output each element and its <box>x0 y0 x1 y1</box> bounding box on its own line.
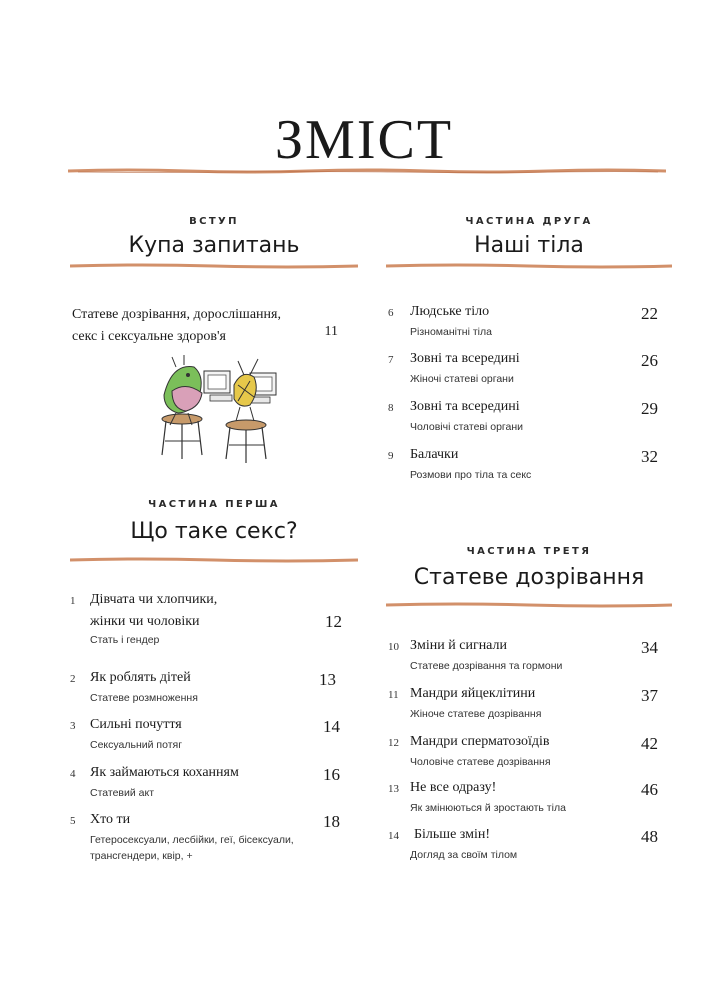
entry-title: Людське тіло <box>410 304 490 319</box>
entry-page: 46 <box>641 780 658 799</box>
entry-number: 2 <box>70 673 76 685</box>
toc-entry[interactable] <box>388 638 658 676</box>
entry-page: 29 <box>641 399 658 418</box>
toc-entry[interactable] <box>388 399 658 437</box>
entry-subtitle: Догляд за своїм тілом <box>410 849 518 861</box>
entry-subtitle: Статеве розмноження <box>90 692 198 704</box>
intro-title: Купа запитань <box>128 233 300 258</box>
title-divider <box>68 168 666 174</box>
entry-title: Сильні почуття <box>90 717 182 732</box>
entry-subtitle: Сексуальний потяг <box>90 739 183 751</box>
entry-subtitle: Статеве дозрівання та гормони <box>410 660 563 672</box>
entry-subtitle: Гетеросексуали, лесбійки, геї, бісексуали, <box>90 834 294 846</box>
toc-entry[interactable] <box>388 780 658 818</box>
entry-title: Зміни й сигнали <box>410 638 507 653</box>
part2-label: ЧАСТИНА ДРУГА <box>465 216 593 227</box>
intro-label: ВСТУП <box>189 216 239 227</box>
toc-entry[interactable] <box>388 351 658 389</box>
entry-number: 12 <box>388 737 399 749</box>
entry-title: Більше змін! <box>414 827 491 842</box>
entry-title-line2: жінки чи чоловіки <box>90 614 200 629</box>
entry-page: 37 <box>641 686 658 705</box>
intro-line-2: секс і сексуальне здоров'я <box>72 329 226 344</box>
toc-entry[interactable] <box>388 686 658 724</box>
entry-title: Мандри сперматозоїдів <box>410 734 550 749</box>
entry-number: 8 <box>388 402 394 414</box>
toc-entry[interactable] <box>388 447 658 485</box>
entry-number: 3 <box>70 720 76 732</box>
entry-page: 34 <box>641 638 658 657</box>
entry-page: 12 <box>325 612 342 631</box>
toc-entry[interactable] <box>70 592 342 646</box>
entry-subtitle: Жіночі статеві органи <box>410 373 514 385</box>
entry-title: Балачки <box>410 447 459 462</box>
toc-entry[interactable] <box>388 304 658 342</box>
entry-number: 11 <box>388 689 399 701</box>
entry-page: 16 <box>323 765 340 784</box>
part2-title: Наші тіла <box>474 233 584 258</box>
entry-number: 7 <box>388 354 394 366</box>
entry-number: 1 <box>70 595 76 607</box>
toc-entry[interactable] <box>70 765 342 803</box>
two-creatures-at-computers-illustration <box>150 355 300 465</box>
entry-number: 14 <box>388 830 399 842</box>
entry-title: Не все одразу! <box>410 780 497 795</box>
entry-page: 42 <box>641 734 658 753</box>
intro-divider <box>70 263 358 269</box>
entry-subtitle: Статевий акт <box>90 787 154 799</box>
entry-page: 26 <box>641 351 658 370</box>
entry-subtitle: Різноманітні тіла <box>410 326 492 338</box>
entry-subtitle: Жіноче статеве дозрівання <box>410 708 542 720</box>
entry-title: Зовні та всередині <box>410 399 520 414</box>
intro-page-number: 11 <box>324 324 338 339</box>
toc-entry[interactable] <box>70 812 342 866</box>
part3-divider <box>386 602 672 608</box>
entry-page: 14 <box>323 717 340 736</box>
entry-page: 22 <box>641 304 658 323</box>
entry-number: 13 <box>388 783 399 795</box>
entry-title: Хто ти <box>90 812 131 827</box>
entry-title: Як займаються коханням <box>90 765 239 780</box>
entry-subtitle-line2: трансгендери, квір, + <box>90 850 193 862</box>
part1-label: ЧАСТИНА ПЕРША <box>148 499 280 510</box>
entry-title: Як роблять дітей <box>90 670 191 685</box>
part3-title: Статеве дозрівання <box>413 565 645 590</box>
toc-entry[interactable] <box>70 670 342 708</box>
part1-divider <box>70 557 358 563</box>
entry-page: 13 <box>319 670 336 689</box>
entry-page: 18 <box>323 812 340 831</box>
part3-label: ЧАСТИНА ТРЕТЯ <box>466 546 592 557</box>
entry-title: Дівчата чи хлопчики, <box>90 592 218 607</box>
entry-number: 4 <box>70 768 76 780</box>
entry-page: 32 <box>641 447 658 466</box>
entry-page: 48 <box>641 827 658 846</box>
toc-entry[interactable] <box>70 717 342 755</box>
page-title: ЗМІСТ <box>274 109 454 171</box>
entry-subtitle: Чоловічі статеві органи <box>410 421 524 433</box>
part1-title: Що таке секс? <box>130 519 298 544</box>
intro-line-1: Статеве дозрівання, дорослішання, <box>72 307 281 322</box>
entry-number: 9 <box>388 450 394 462</box>
entry-subtitle: Чоловіче статеве дозрівання <box>410 756 551 768</box>
entry-number: 5 <box>70 815 76 827</box>
intro-description <box>72 304 332 348</box>
toc-entry[interactable] <box>388 734 658 772</box>
entry-title: Мандри яйцеклітини <box>410 686 536 701</box>
toc-entry[interactable] <box>388 827 658 865</box>
part2-divider <box>386 263 672 269</box>
entry-subtitle: Розмови про тіла та секс <box>410 469 532 481</box>
entry-subtitle: Стать і гендер <box>90 634 160 646</box>
entry-number: 6 <box>388 307 394 319</box>
entry-title: Зовні та всередині <box>410 351 520 366</box>
entry-subtitle: Як змінюються й зростають тіла <box>410 802 566 814</box>
entry-number: 10 <box>388 641 399 653</box>
